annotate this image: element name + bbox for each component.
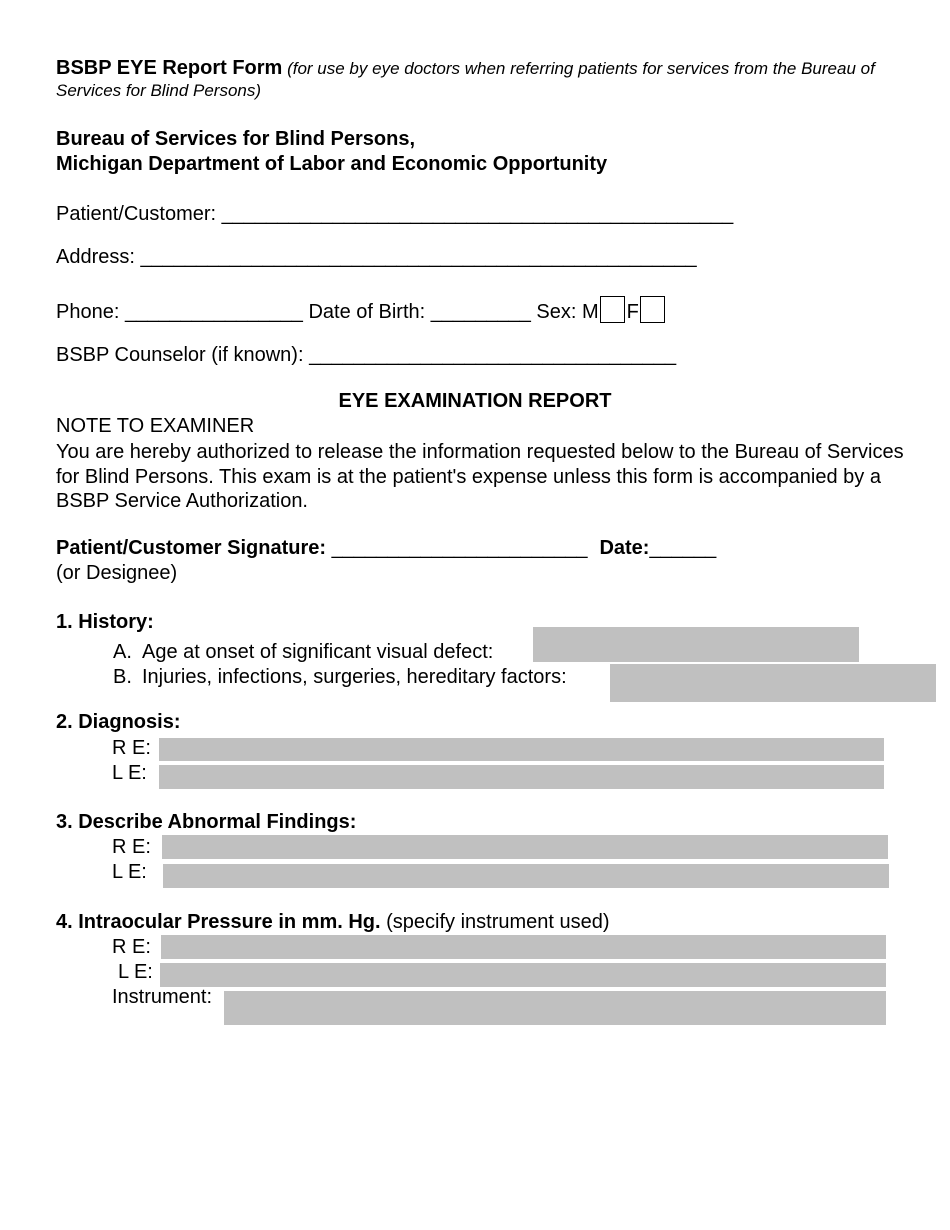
injuries-field[interactable] (610, 664, 936, 702)
pressure-le-label: L E: (118, 961, 153, 983)
onset-age-field[interactable] (533, 627, 859, 662)
date-label: Date: (599, 537, 650, 559)
diagnosis-re-label: R E: (112, 737, 151, 759)
diagnosis-le-field[interactable] (159, 765, 884, 789)
report-title: EYE EXAMINATION REPORT (338, 390, 612, 412)
sex-male-checkbox[interactable] (600, 296, 625, 323)
form-header (56, 57, 906, 102)
abnormal-re-label: R E: (112, 836, 151, 858)
phone-dob-sex-row (56, 296, 667, 324)
form-title: BSBP EYE Report Form (56, 57, 283, 79)
counselor-label: BSBP Counselor (if known): (56, 344, 310, 366)
form-subtitle: (for use by eye doctors when referring patients for services from the Bureau of Services for Blind Persons) (56, 59, 875, 100)
abnormal-le-field[interactable] (163, 864, 889, 888)
address-row (56, 246, 697, 269)
instrument-field[interactable] (224, 991, 886, 1025)
patient-name-label: Patient/Customer: (56, 203, 222, 225)
diagnosis-heading: 2. Diagnosis: (56, 711, 181, 733)
pressure-heading-row (56, 911, 610, 934)
phone-label: Phone: (56, 301, 125, 323)
dob-label: Date of Birth: (302, 301, 431, 323)
history-item-a-label: Age at onset of significant visual defect: (142, 641, 494, 663)
org-department: Michigan Department of Labor and Economic Opportunity (56, 153, 608, 175)
counselor-field[interactable]: _________________________________ (309, 344, 677, 366)
diagnosis-re-field[interactable] (159, 738, 884, 761)
counselor-row (56, 344, 676, 367)
pressure-heading: 4. Intraocular Pressure in mm. Hg. (56, 911, 381, 933)
abnormal-findings-heading: 3. Describe Abnormal Findings: (56, 811, 357, 833)
designee-note: (or Designee) (56, 562, 178, 584)
date-field[interactable]: ______ (649, 537, 717, 559)
instrument-label: Instrument: (112, 986, 213, 1008)
patient-name-field[interactable]: ______________________________________________ (221, 203, 734, 225)
pressure-note: (specify instrument used) (380, 911, 610, 933)
sex-label: Sex: M (530, 301, 599, 323)
abnormal-re-field[interactable] (162, 835, 888, 859)
note-heading: NOTE TO EXAMINER (56, 415, 255, 437)
sex-female-checkbox[interactable] (640, 296, 665, 323)
pressure-re-field[interactable] (161, 935, 886, 959)
abnormal-le-label: L E: (112, 861, 147, 883)
history-heading: 1. History: (56, 611, 154, 633)
address-label: Address: (56, 246, 141, 268)
signature-label: Patient/Customer Signature: (56, 537, 332, 559)
history-item-a-marker: A. (113, 641, 132, 663)
history-item-b-marker: B. (113, 666, 132, 688)
org-name: Bureau of Services for Blind Persons, (56, 128, 415, 150)
patient-name-row (56, 203, 733, 226)
note-text: You are hereby authorized to release the information requested below to the Bureau of Services for Blind Persons. This exam is at the patient's expense unless this form is accompanied by a BSBP Service Authorization. (56, 441, 904, 512)
signature-row (56, 537, 716, 560)
pressure-re-label: R E: (112, 936, 151, 958)
phone-field[interactable]: ________________ (124, 301, 303, 323)
dob-field[interactable]: _________ (430, 301, 531, 323)
address-field[interactable]: __________________________________________________ (140, 246, 697, 268)
pressure-le-field[interactable] (160, 963, 886, 987)
signature-field[interactable]: _______________________ (331, 537, 588, 559)
diagnosis-le-label: L E: (112, 762, 147, 784)
history-item-b-label: Injuries, infections, surgeries, hereditary factors: (142, 666, 567, 688)
sex-female-label: F (626, 301, 639, 323)
